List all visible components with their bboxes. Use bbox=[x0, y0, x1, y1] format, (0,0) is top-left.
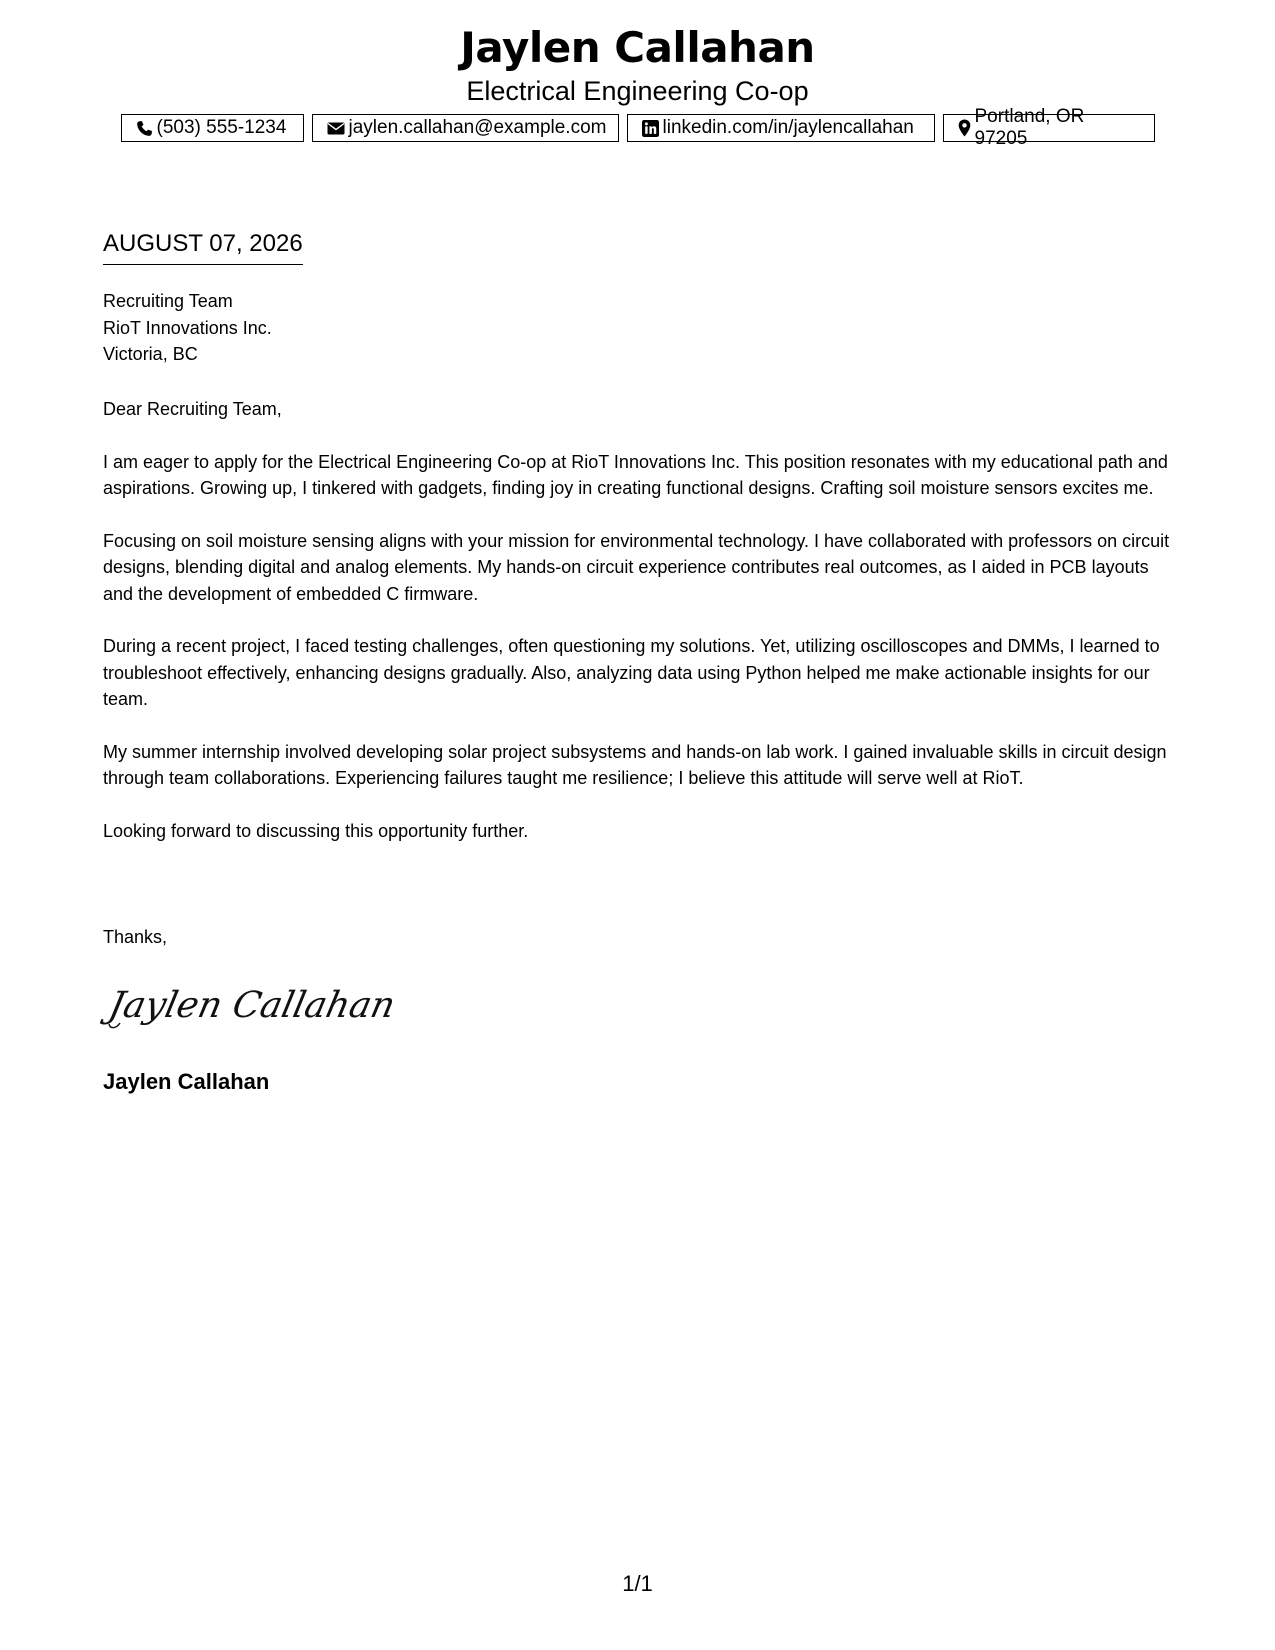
recipient-block bbox=[103, 288, 272, 368]
contact-bar bbox=[0, 106, 1275, 149]
letter-date: AUGUST 07, 2026 bbox=[103, 229, 303, 265]
linkedin-icon bbox=[642, 120, 659, 137]
salutation: Dear Recruiting Team, bbox=[103, 399, 282, 419]
applicant-name: Jaylen Callahan bbox=[460, 23, 815, 72]
phone-text: (503) 555-1234 bbox=[156, 117, 287, 138]
handwritten-signature bbox=[105, 975, 400, 1035]
map-marker-icon bbox=[958, 119, 971, 137]
email-text: jaylen.callahan@example.com bbox=[348, 117, 607, 138]
recipient-line: Victoria, BC bbox=[103, 344, 198, 364]
location-text: Portland, OR 97205 bbox=[974, 106, 1085, 149]
body-paragraph: Looking forward to discussing this opportunity further. bbox=[103, 820, 529, 841]
letter-body bbox=[103, 396, 1183, 870]
recipient-line: RioT Innovations Inc. bbox=[103, 317, 272, 338]
closing: Thanks, bbox=[103, 927, 168, 947]
body-paragraph: Focusing on soil moisture sensing aligns with your mission for environmental technology. I have collaborated with professors on circuit designs, blending digital and analog elements. My hands-on circuit experience contributes real outcomes, as I aided in PCB layouts and the development of embedded C firmware. bbox=[103, 530, 1170, 604]
recipient-line: Recruiting Team bbox=[103, 291, 233, 311]
phone-icon bbox=[136, 120, 153, 137]
contact-email[interactable] bbox=[312, 114, 619, 142]
svg-text:Jaylen Callahan: Jaylen Callahan bbox=[105, 983, 400, 1026]
linkedin-text: linkedin.com/in/jaylencallahan bbox=[662, 117, 914, 138]
signer-name: Jaylen Callahan bbox=[103, 1069, 270, 1094]
contact-phone[interactable] bbox=[121, 114, 304, 142]
body-paragraph: During a recent project, I faced testing challenges, often questioning my solutions. Yet, utilizing oscilloscopes and DMMs, I learned to troubleshoot effectively, enhancing designs gradually. Also, analyzing data using Python helped me make actionable insights for our team. bbox=[103, 636, 1160, 709]
letter-header bbox=[0, 22, 1275, 108]
contact-linkedin[interactable] bbox=[627, 114, 935, 142]
contact-location[interactable] bbox=[943, 106, 1155, 149]
page-number: 1/1 bbox=[622, 1571, 653, 1596]
body-paragraph: My summer internship involved developing solar project subsystems and hands-on lab work. I gained invaluable skills in circuit design through team collaborations. Experiencing failures taught me resilience; I believe this attitude will serve well at RioT. bbox=[103, 741, 1167, 788]
envelope-icon bbox=[327, 121, 345, 136]
applicant-role: Electrical Engineering Co-op bbox=[466, 76, 809, 106]
body-paragraph: I am eager to apply for the Electrical Engineering Co-op at RioT Innovations Inc. This position resonates with my educational path and aspirations. Growing up, I tinkered with gadgets, finding joy in creating functional designs. Crafting soil moisture sensors excites me. bbox=[103, 451, 1168, 498]
